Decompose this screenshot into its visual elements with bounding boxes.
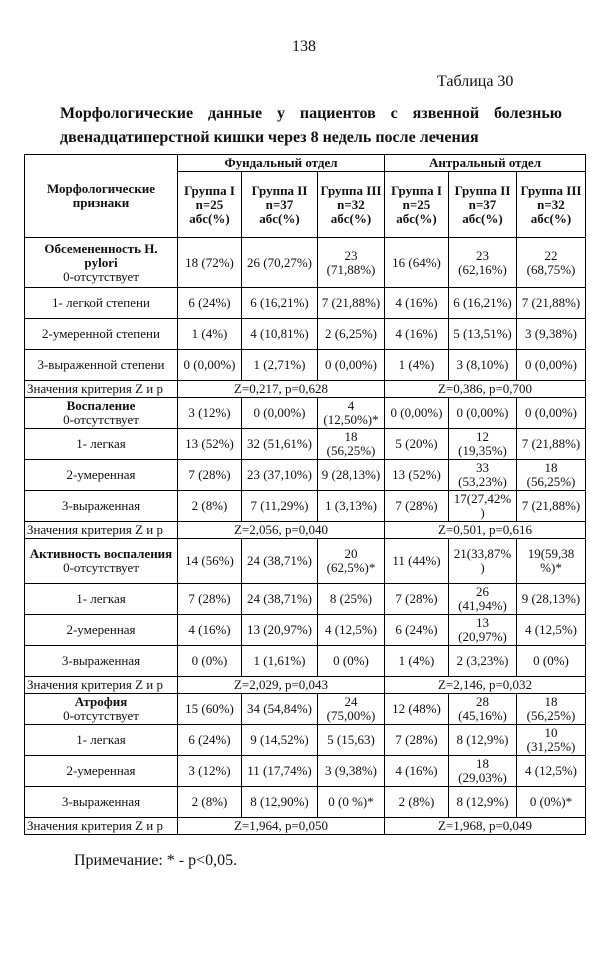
value-cell: 1 (4%): [385, 350, 449, 381]
value-cell: 0 (0,00%): [178, 350, 242, 381]
section-header-row: [25, 155, 586, 172]
value-cell: 11 (17,74%): [242, 756, 318, 787]
feature-cell: [25, 288, 178, 319]
value-cell: 7 (28%): [385, 725, 449, 756]
value-cell: 24 (75,00%): [318, 694, 385, 725]
value-cell: 3 (9,38%): [517, 319, 586, 350]
morphology-table: [24, 154, 586, 835]
feature-grade-label: 0-отсутствует: [63, 708, 139, 723]
value-cell: 26 (41,94%): [449, 584, 517, 615]
group-header: Группа II n=37 абс(%): [242, 172, 318, 238]
value-cell: 0 (0,00%): [449, 398, 517, 429]
value-cell: 13 (52%): [385, 460, 449, 491]
value-cell: 15 (60%): [178, 694, 242, 725]
table-title-line1: Морфологические данные у пациентов с язвенной болезнью: [60, 105, 562, 122]
feature-grade-label: 3-выраженная: [61, 794, 141, 809]
value-cell: 2 (6,25%): [318, 319, 385, 350]
feature-cell: [25, 429, 178, 460]
value-cell: 2 (8%): [385, 787, 449, 818]
z-criterion-value: Z=0,386, р=0,700: [385, 381, 586, 398]
z-criterion-value: Z=0,217, р=0,628: [178, 381, 385, 398]
feature-grade-label: 0-отсутствует: [63, 268, 139, 284]
value-cell: 5 (15,63): [318, 725, 385, 756]
feature-cell: [25, 646, 178, 677]
value-cell: 7 (28%): [178, 584, 242, 615]
value-cell: 4 (12,50%)*: [318, 398, 385, 429]
feature-grade-label: 3-выраженная: [61, 498, 141, 513]
value-cell: 16 (64%): [385, 238, 449, 288]
feature-grade-label: 2-умеренной степени: [42, 326, 160, 341]
value-cell: 1 (4%): [178, 319, 242, 350]
value-cell: 28 (45,16%): [449, 694, 517, 725]
z-criterion-value: Z=1,968, р=0,049: [385, 818, 586, 835]
value-cell: 6 (24%): [178, 725, 242, 756]
feature-grade-label: 1- легкая: [76, 732, 126, 747]
table-row: [25, 694, 586, 725]
table-row: [25, 350, 586, 381]
value-cell: 4 (12,5%): [517, 756, 586, 787]
value-cell: 13 (52%): [178, 429, 242, 460]
fundal-section-header: Фундальный отдел: [178, 155, 385, 172]
table-row: [25, 725, 586, 756]
group-header: Группа I n=25 абс(%): [178, 172, 242, 238]
value-cell: 9 (28,13%): [318, 460, 385, 491]
value-cell: 1 (1,61%): [242, 646, 318, 677]
value-cell: 12 (19,35%): [449, 429, 517, 460]
value-cell: 23 (62,16%): [449, 238, 517, 288]
value-cell: 4 (10,81%): [242, 319, 318, 350]
group-header: Группа III n=32 абс(%): [517, 172, 586, 238]
feature-cell: [25, 460, 178, 491]
feature-cell: [25, 584, 178, 615]
z-criterion-label: Значения критерия Z и р: [25, 677, 178, 694]
value-cell: 0 (0,00%): [242, 398, 318, 429]
feature-cell: [25, 725, 178, 756]
value-cell: 13 (20,97%): [242, 615, 318, 646]
table-title: [60, 102, 562, 150]
z-criterion-value: Z=2,146, р=0,032: [385, 677, 586, 694]
value-cell: 20 (62,5%)*: [318, 539, 385, 584]
value-cell: 34 (54,84%): [242, 694, 318, 725]
feature-cell: [25, 491, 178, 522]
feature-block-title: Активность воспаления: [29, 546, 173, 561]
value-cell: 7 (21,88%): [318, 288, 385, 319]
z-criterion-row: [25, 818, 586, 835]
feature-grade-label: 1- легкая: [76, 436, 126, 451]
z-criterion-row: [25, 677, 586, 694]
table-title-line2: двенадцатиперстной кишки через 8 недель после лечения: [60, 129, 479, 146]
value-cell: 22 (68,75%): [517, 238, 586, 288]
value-cell: 7 (21,88%): [517, 491, 586, 522]
table-row: [25, 539, 586, 584]
value-cell: 4 (16%): [385, 756, 449, 787]
feature-grade-label: 0-отсутствует: [63, 412, 139, 427]
group-header: Группа III n=32 абс(%): [318, 172, 385, 238]
value-cell: 6 (24%): [178, 288, 242, 319]
value-cell: 24 (38,71%): [242, 584, 318, 615]
value-cell: 19(59,38 %)*: [517, 539, 586, 584]
table-row: [25, 319, 586, 350]
group-header: Группа II n=37 абс(%): [449, 172, 517, 238]
value-cell: 7 (21,88%): [517, 429, 586, 460]
feature-cell: [25, 238, 178, 288]
feature-grade-label: 1- легкой степени: [52, 295, 150, 310]
value-cell: 6 (24%): [385, 615, 449, 646]
value-cell: 18 (29,03%): [449, 756, 517, 787]
feature-cell: [25, 350, 178, 381]
value-cell: 0 (0%): [517, 646, 586, 677]
value-cell: 7 (11,29%): [242, 491, 318, 522]
feature-cell: [25, 539, 178, 584]
z-criterion-value: Z=2,056, р=0,040: [178, 522, 385, 539]
value-cell: 0 (0%): [318, 646, 385, 677]
value-cell: 3 (8,10%): [449, 350, 517, 381]
feature-cell: [25, 787, 178, 818]
table-row: [25, 615, 586, 646]
group-header: Группа I n=25 абс(%): [385, 172, 449, 238]
value-cell: 0 (0%): [178, 646, 242, 677]
z-criterion-row: [25, 381, 586, 398]
feature-grade-label: 3-выраженная: [61, 653, 141, 668]
value-cell: 33 (53,23%): [449, 460, 517, 491]
feature-grade-label: 2-умеренная: [66, 467, 136, 482]
value-cell: 9 (28,13%): [517, 584, 586, 615]
z-criterion-value: Z=2,029, р=0,043: [178, 677, 385, 694]
value-cell: 8 (12,9%): [449, 787, 517, 818]
value-cell: 21(33,87% ): [449, 539, 517, 584]
value-cell: 26 (70,27%): [242, 238, 318, 288]
feature-cell: [25, 398, 178, 429]
value-cell: 18 (56,25%): [318, 429, 385, 460]
table-label: Таблица 30: [437, 73, 514, 90]
value-cell: 18 (56,25%): [517, 694, 586, 725]
table-row: [25, 491, 586, 522]
feature-block-title: Обсемененность H. pylori: [44, 240, 158, 270]
value-cell: 18 (56,25%): [517, 460, 586, 491]
table-row: [25, 429, 586, 460]
value-cell: 3 (9,38%): [318, 756, 385, 787]
value-cell: 3 (12%): [178, 398, 242, 429]
value-cell: 14 (56%): [178, 539, 242, 584]
feature-grade-label: 2-умеренная: [66, 763, 136, 778]
table-row: [25, 398, 586, 429]
value-cell: 7 (28%): [385, 491, 449, 522]
value-cell: 1 (4%): [385, 646, 449, 677]
value-cell: 0 (0,00%): [517, 350, 586, 381]
feature-cell: [25, 319, 178, 350]
value-cell: 2 (8%): [178, 491, 242, 522]
table-row: [25, 584, 586, 615]
feature-block-title: Воспаление: [66, 398, 136, 413]
value-cell: 24 (38,71%): [242, 539, 318, 584]
value-cell: 2 (3,23%): [449, 646, 517, 677]
value-cell: 5 (13,51%): [449, 319, 517, 350]
z-criterion-value: Z=0,501, р=0,616: [385, 522, 586, 539]
feature-cell: [25, 694, 178, 725]
table-row: [25, 288, 586, 319]
value-cell: 12 (48%): [385, 694, 449, 725]
value-cell: 32 (51,61%): [242, 429, 318, 460]
value-cell: 7 (28%): [178, 460, 242, 491]
value-cell: 9 (14,52%): [242, 725, 318, 756]
value-cell: 4 (12,5%): [318, 615, 385, 646]
value-cell: 0 (0 %)*: [318, 787, 385, 818]
value-cell: 8 (12,9%): [449, 725, 517, 756]
feature-cell: [25, 756, 178, 787]
value-cell: 23 (37,10%): [242, 460, 318, 491]
feature-grade-label: 0-отсутствует: [63, 560, 139, 575]
value-cell: 13 (20,97%): [449, 615, 517, 646]
value-cell: 4 (16%): [178, 615, 242, 646]
value-cell: 0 (0%)*: [517, 787, 586, 818]
feature-grade-label: 3-выраженной степени: [37, 357, 165, 372]
value-cell: 6 (16,21%): [449, 288, 517, 319]
z-criterion-row: [25, 522, 586, 539]
table-row: [25, 756, 586, 787]
value-cell: 6 (16,21%): [242, 288, 318, 319]
table-row: [25, 787, 586, 818]
z-criterion-value: Z=1,964, р=0,050: [178, 818, 385, 835]
value-cell: 3 (12%): [178, 756, 242, 787]
value-cell: 7 (28%): [385, 584, 449, 615]
table-row: [25, 460, 586, 491]
value-cell: 0 (0,00%): [385, 398, 449, 429]
value-cell: 8 (12,90%): [242, 787, 318, 818]
table-row: [25, 238, 586, 288]
feature-grade-label: 2-умеренная: [66, 622, 136, 637]
z-criterion-label: Значения критерия Z и р: [25, 522, 178, 539]
value-cell: 5 (20%): [385, 429, 449, 460]
value-cell: 1 (2,71%): [242, 350, 318, 381]
antral-section-header: Антральный отдел: [385, 155, 586, 172]
page-number: 138: [292, 38, 316, 55]
value-cell: 18 (72%): [178, 238, 242, 288]
value-cell: 23 (71,88%): [318, 238, 385, 288]
value-cell: 2 (8%): [178, 787, 242, 818]
feature-cell: [25, 615, 178, 646]
feature-block-title: Атрофия: [74, 694, 128, 709]
value-cell: 4 (12,5%): [517, 615, 586, 646]
value-cell: 0 (0,00%): [318, 350, 385, 381]
value-cell: 17(27,42% ): [449, 491, 517, 522]
value-cell: 8 (25%): [318, 584, 385, 615]
value-cell: 1 (3,13%): [318, 491, 385, 522]
z-criterion-label: Значения критерия Z и р: [25, 381, 178, 398]
value-cell: 0 (0,00%): [517, 398, 586, 429]
feature-grade-label: 1- легкая: [76, 591, 126, 606]
value-cell: 10 (31,25%): [517, 725, 586, 756]
value-cell: 4 (16%): [385, 288, 449, 319]
value-cell: 7 (21,88%): [517, 288, 586, 319]
z-criterion-label: Значения критерия Z и р: [25, 818, 178, 835]
table-row: [25, 646, 586, 677]
value-cell: 11 (44%): [385, 539, 449, 584]
value-cell: 4 (16%): [385, 319, 449, 350]
table-note: Примечание: * - р<0,05.: [74, 852, 238, 869]
feature-column-header: Морфологические признаки: [25, 155, 178, 238]
